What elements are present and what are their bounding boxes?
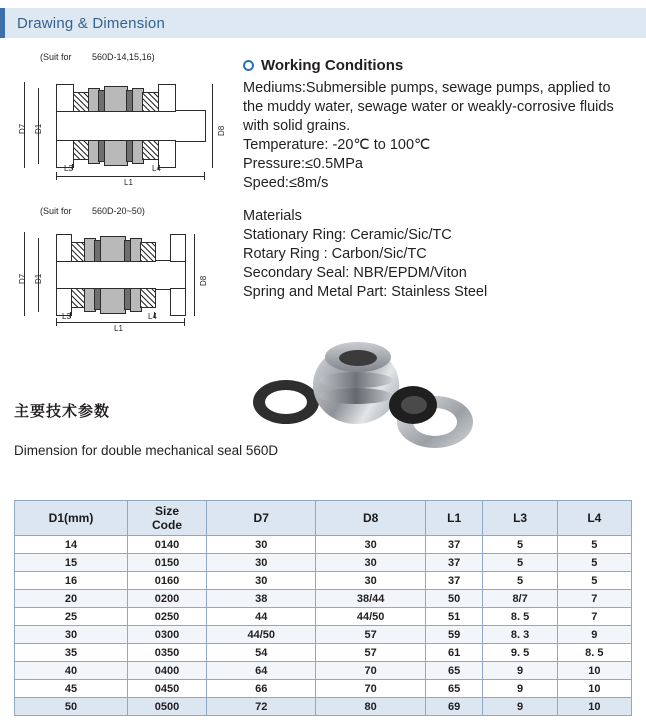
drawing-1-figure	[12, 64, 237, 187]
drawing-column	[12, 52, 237, 338]
cell-l1: 50	[425, 590, 483, 608]
cell-l1: 65	[425, 662, 483, 680]
col-header-d7: D7	[207, 501, 316, 536]
cell-d1: 45	[15, 680, 128, 698]
cell-l3: 5	[483, 554, 557, 572]
cell-size-code: 0200	[128, 590, 207, 608]
dimension-line	[194, 234, 195, 316]
dimension-line	[56, 322, 184, 323]
material-secondary-seal: Secondary Seal: NBR/EPDM/Viton	[243, 265, 467, 281]
cell-l4: 10	[557, 680, 631, 698]
cell-size-code: 0350	[128, 644, 207, 662]
cell-d8: 44/50	[316, 608, 425, 626]
col-header-d8: D8	[316, 501, 425, 536]
table-row	[15, 662, 632, 680]
cell-size-code: 0250	[128, 608, 207, 626]
dimension-table-wrapper	[14, 500, 632, 716]
label-D8: D8	[217, 125, 226, 136]
pressure-text: Pressure:≤0.5MPa	[243, 156, 363, 172]
cell-d7: 64	[207, 662, 316, 680]
cell-d1: 20	[15, 590, 128, 608]
table-row	[15, 626, 632, 644]
cell-d1: 14	[15, 536, 128, 554]
drawing-560D-14-15-16	[12, 52, 237, 187]
cell-d1: 15	[15, 554, 128, 572]
drawing-2-code: 560D-20~50)	[92, 206, 145, 216]
table-row	[15, 608, 632, 626]
section-header-bar	[0, 8, 646, 38]
cell-l4: 7	[557, 608, 631, 626]
seal-ring-black-hole	[401, 396, 427, 414]
product-photo	[247, 342, 537, 452]
cell-d7: 66	[207, 680, 316, 698]
chinese-section-heading: 主要技术参数	[14, 403, 111, 420]
material-rotary-ring: Rotary Ring : Carbon/Sic/TC	[243, 246, 427, 262]
cell-l1: 59	[425, 626, 483, 644]
cell-l3: 5	[483, 572, 557, 590]
cell-l1: 37	[425, 536, 483, 554]
cell-d8: 30	[316, 554, 425, 572]
cell-d1: 30	[15, 626, 128, 644]
cell-l1: 51	[425, 608, 483, 626]
cell-d7: 30	[207, 536, 316, 554]
col-header-size-code-line2: Code	[152, 518, 182, 532]
cell-l3: 9	[483, 698, 557, 716]
cell-l1: 37	[425, 572, 483, 590]
cell-l1: 69	[425, 698, 483, 716]
page-title: Drawing & Dimension	[17, 14, 166, 32]
label-L4: L4	[152, 164, 161, 173]
seal-housing	[170, 234, 186, 262]
col-header-l1: L1	[425, 501, 483, 536]
seal-ring-dark-hole	[265, 390, 307, 414]
label-D7: D7	[18, 123, 27, 134]
label-L4: L4	[148, 312, 157, 321]
cell-l3: 9. 5	[483, 644, 557, 662]
cell-size-code: 0160	[128, 572, 207, 590]
cell-l1: 37	[425, 554, 483, 572]
label-D8: D8	[199, 275, 208, 286]
cell-d8: 70	[316, 680, 425, 698]
cell-l3: 9	[483, 680, 557, 698]
cell-l3: 9	[483, 662, 557, 680]
table-row	[15, 590, 632, 608]
cell-d8: 57	[316, 644, 425, 662]
seal-part	[140, 242, 156, 262]
drawing-2-suit-label	[40, 206, 237, 216]
spring-coil	[319, 388, 393, 404]
cell-d8: 38/44	[316, 590, 425, 608]
cell-d7: 72	[207, 698, 316, 716]
working-conditions-heading	[243, 56, 633, 75]
cell-l4: 8. 5	[557, 644, 631, 662]
cell-l1: 65	[425, 680, 483, 698]
cell-size-code: 0450	[128, 680, 207, 698]
cell-size-code: 0300	[128, 626, 207, 644]
cell-d8: 30	[316, 536, 425, 554]
spring-coil	[319, 372, 393, 388]
drawing-560D-20-50	[12, 206, 237, 333]
cell-l3: 8. 5	[483, 608, 557, 626]
spring-part	[100, 236, 126, 262]
temperature-text: Temperature: -20℃ to 100℃	[243, 137, 431, 153]
cell-d7: 44/50	[207, 626, 316, 644]
label-L3: L3	[62, 312, 71, 321]
spring-part	[104, 140, 128, 166]
table-caption: Dimension for double mechanical seal 560D	[14, 443, 279, 458]
material-spring-metal-part: Spring and Metal Part: Stainless Steel	[243, 284, 488, 300]
materials-heading: Materials	[243, 208, 302, 224]
cell-d1: 16	[15, 572, 128, 590]
cell-d7: 30	[207, 572, 316, 590]
description-column	[243, 56, 633, 302]
table-row	[15, 698, 632, 716]
seal-part	[140, 288, 156, 308]
table-row	[15, 536, 632, 554]
circle-outline-icon	[243, 60, 254, 71]
seal-housing	[56, 84, 74, 112]
cell-l4: 5	[557, 536, 631, 554]
cell-l3: 5	[483, 536, 557, 554]
cell-d7: 38	[207, 590, 316, 608]
mediums-text: Mediums:Submersible pumps, sewage pumps, applied to the muddy water, sewage water or weakly-corrosive fluids with solid grains.	[243, 80, 614, 134]
label-L1: L1	[114, 324, 123, 333]
col-header-l4: L4	[557, 501, 631, 536]
drawing-1-code: 560D-14,15,16)	[92, 52, 155, 62]
drawing-2-suit-prefix: (Suit for	[40, 206, 72, 216]
cell-d8: 70	[316, 662, 425, 680]
material-stationary-ring: Stationary Ring: Ceramic/Sic/TC	[243, 227, 452, 243]
cell-d1: 50	[15, 698, 128, 716]
cell-d7: 44	[207, 608, 316, 626]
seal-housing	[158, 84, 176, 112]
label-D1: D1	[34, 273, 43, 284]
cell-l4: 5	[557, 572, 631, 590]
cell-l4: 7	[557, 590, 631, 608]
drawing-2-figure	[12, 218, 237, 333]
cell-d1: 40	[15, 662, 128, 680]
label-L3: L3	[64, 164, 73, 173]
speed-text: Speed:≤8m/s	[243, 175, 329, 191]
cell-d7: 54	[207, 644, 316, 662]
col-header-size-code	[128, 501, 207, 536]
drawing-1-suit-label	[40, 52, 237, 62]
shaft-body	[56, 110, 206, 142]
shaft-body	[56, 260, 186, 290]
cell-d8: 57	[316, 626, 425, 644]
col-header-d1: D1(mm)	[15, 501, 128, 536]
drawing-1-suit-prefix: (Suit for	[40, 52, 72, 62]
dimension-tick	[56, 172, 57, 180]
dimension-table-body	[15, 536, 632, 716]
spring-part	[104, 86, 128, 112]
col-header-size-code-line1: Size	[154, 504, 179, 518]
label-D1: D1	[34, 123, 43, 134]
cell-size-code: 0150	[128, 554, 207, 572]
dimension-tick	[184, 318, 185, 326]
cell-size-code: 0400	[128, 662, 207, 680]
dimension-table	[14, 500, 632, 716]
cell-l3: 8/7	[483, 590, 557, 608]
working-conditions-heading-label: Working Conditions	[261, 57, 404, 74]
dimension-table-head	[15, 501, 632, 536]
seal-assembly-bore	[339, 350, 377, 366]
cell-l4: 10	[557, 662, 631, 680]
spring-part	[100, 288, 126, 314]
table-row	[15, 680, 632, 698]
seal-housing	[170, 288, 186, 316]
cell-d8: 80	[316, 698, 425, 716]
col-header-l3: L3	[483, 501, 557, 536]
label-D7: D7	[18, 273, 27, 284]
table-row	[15, 572, 632, 590]
cell-d1: 25	[15, 608, 128, 626]
cell-l3: 8. 3	[483, 626, 557, 644]
table-header-row	[15, 501, 632, 536]
cell-size-code: 0140	[128, 536, 207, 554]
cell-size-code: 0500	[128, 698, 207, 716]
table-row	[15, 554, 632, 572]
label-L1: L1	[124, 178, 133, 187]
cell-l1: 61	[425, 644, 483, 662]
cell-l4: 9	[557, 626, 631, 644]
cell-l4: 5	[557, 554, 631, 572]
dimension-tick	[204, 172, 205, 180]
seal-housing	[56, 234, 72, 262]
top-content-area	[0, 46, 646, 446]
dimension-tick	[56, 318, 57, 326]
cell-l4: 10	[557, 698, 631, 716]
dimension-line	[56, 176, 204, 177]
cell-d1: 35	[15, 644, 128, 662]
cell-d8: 30	[316, 572, 425, 590]
dimension-line	[212, 84, 213, 168]
table-row	[15, 644, 632, 662]
cell-d7: 30	[207, 554, 316, 572]
